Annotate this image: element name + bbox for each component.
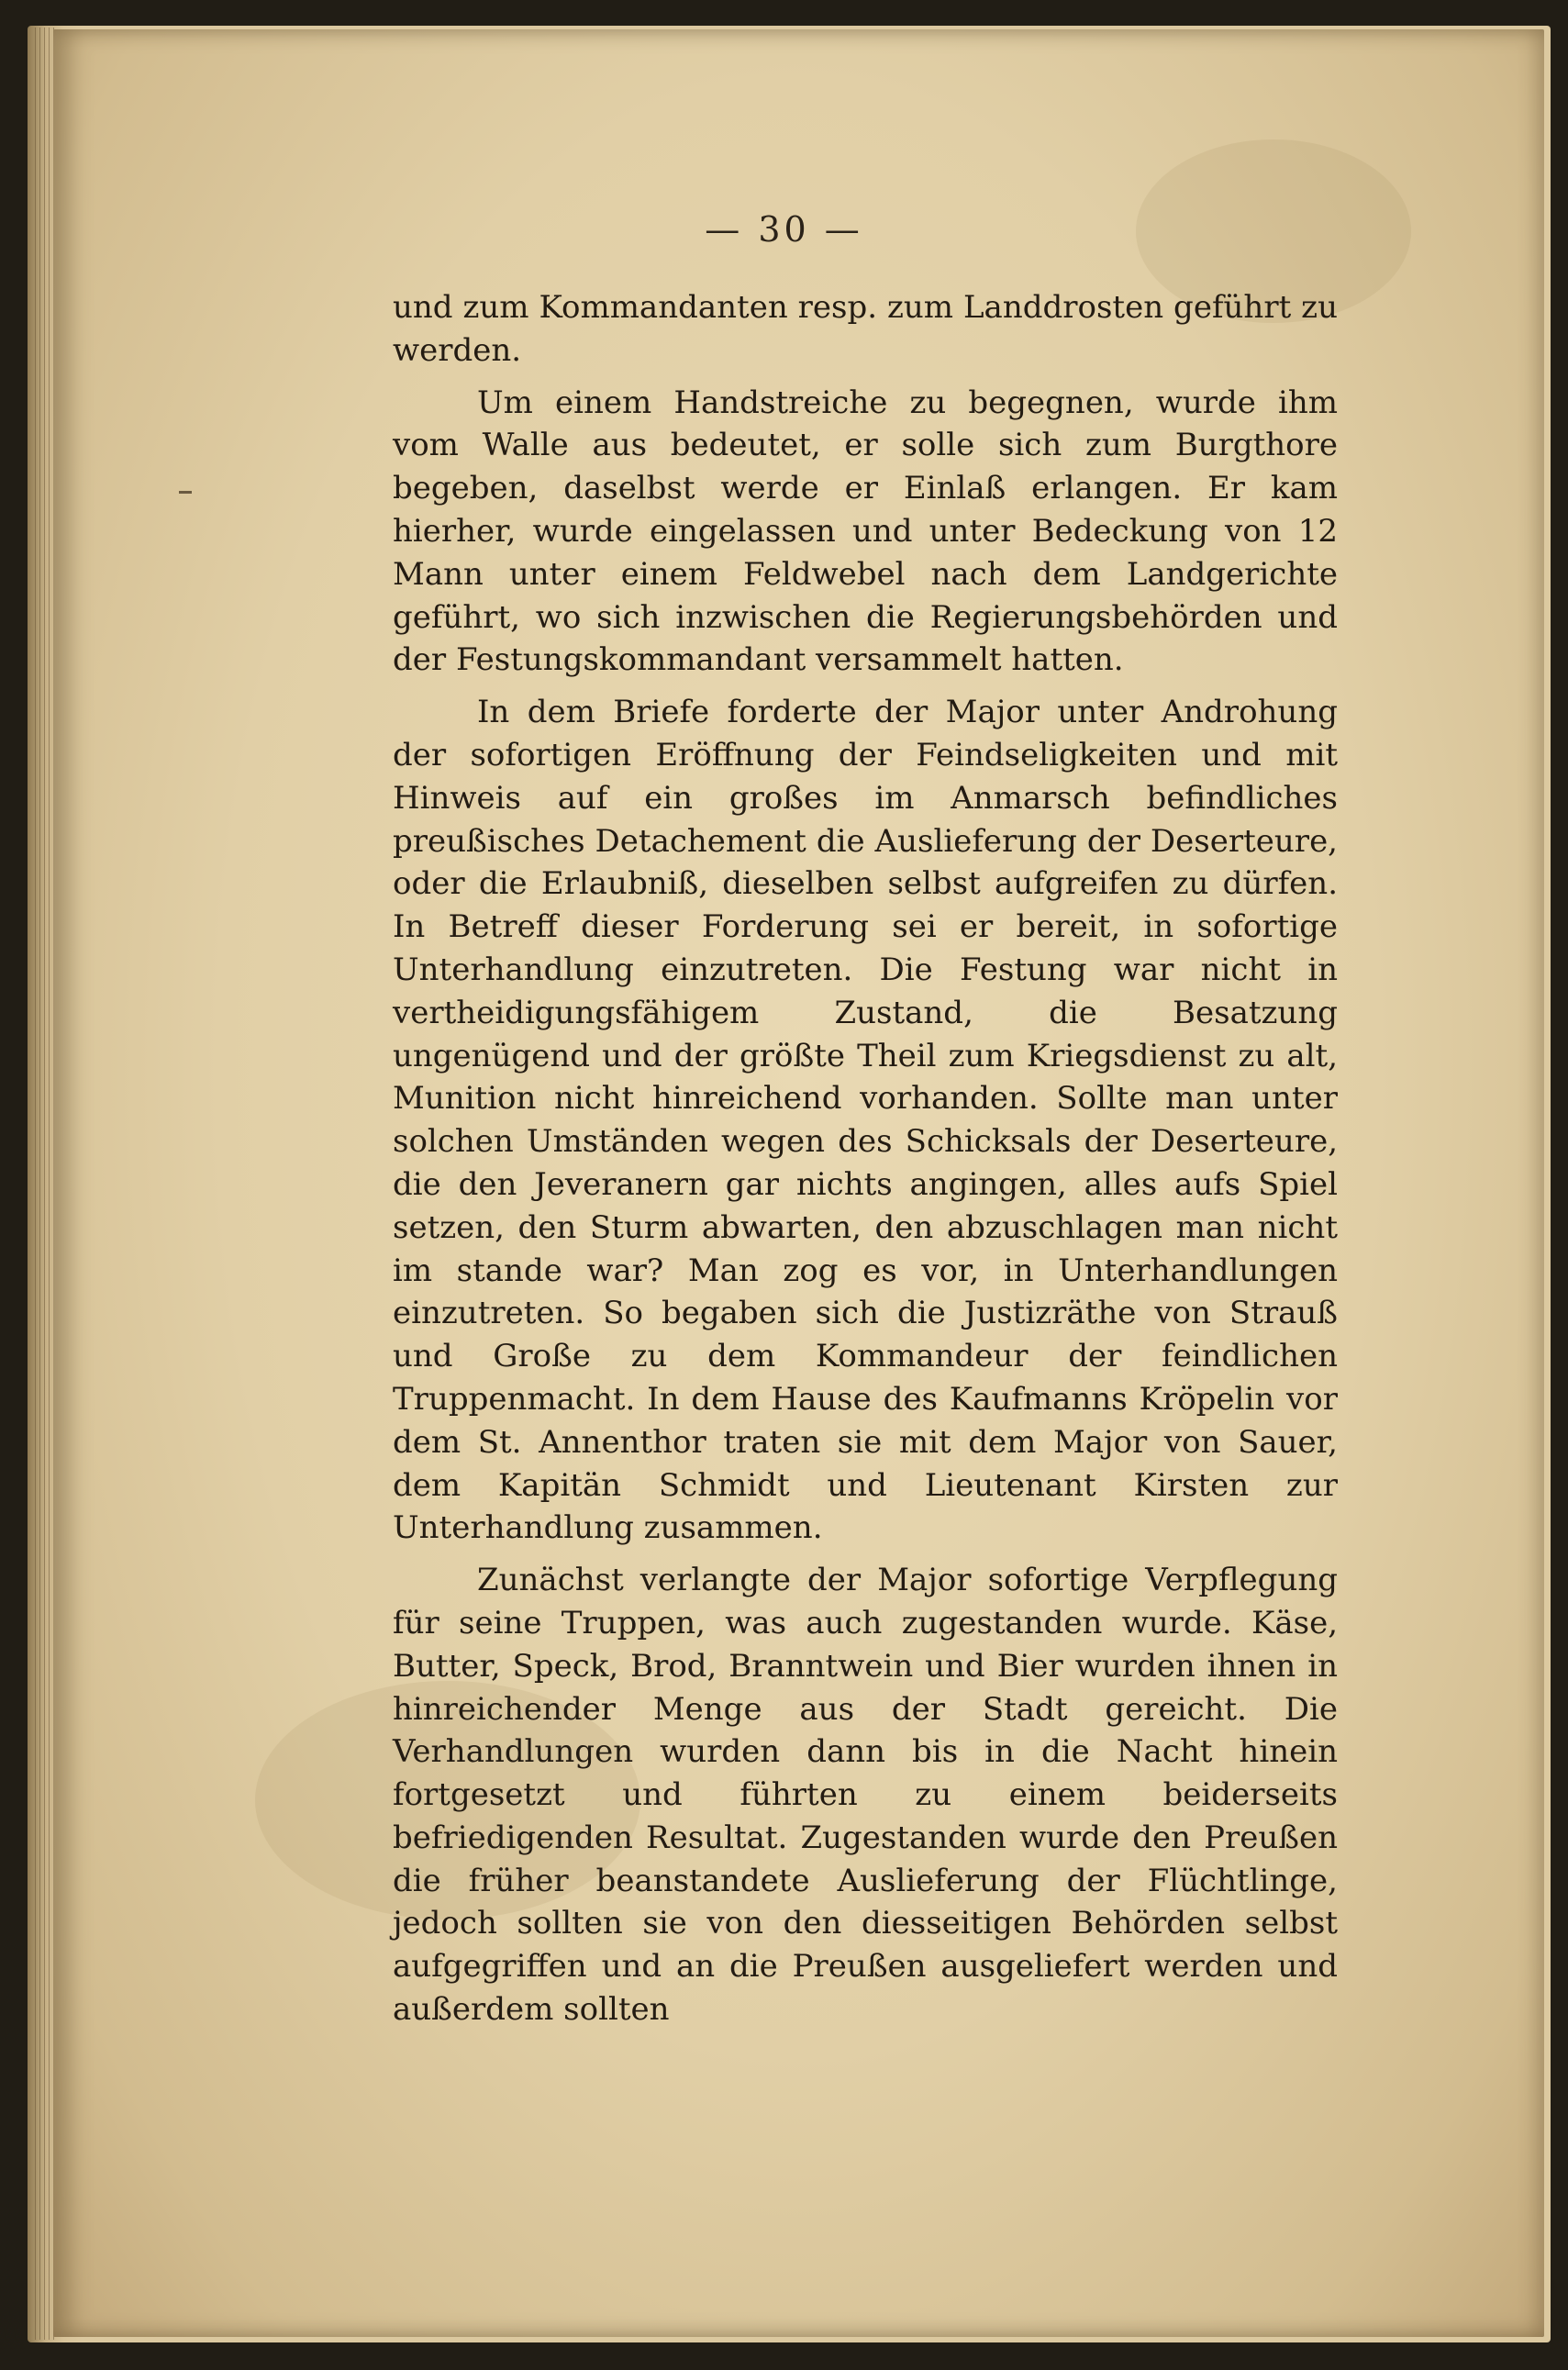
margin-mark xyxy=(179,491,192,494)
paragraph: und zum Kommandanten resp. zum Landdrosten geführt zu werden. xyxy=(393,289,1338,369)
paragraph: Zunächst verlangte der Major sofortige Verpflegung für seine Truppen, was auch zugestanden wurde. Käse, Butter, Speck, Brod, Branntwein und Bier wurden ihnen in hinreichender Menge aus der Stadt gereicht. Die Verhandlungen wurden dann bis in die Nacht hinein fortgesetzt und führten zu einem beiderseits befriedigenden Resultat. Zugestanden wurde den Preußen die früher beanstandete Auslieferung der Flüchtlinge, jedoch sollten sie von den diesseitigen Behörden selbst aufgegriffen und an die Preußen ausgeliefert werden und außerdem sollten xyxy=(393,1562,1338,2029)
body-text xyxy=(393,286,1338,2041)
page-number: — 30 — xyxy=(705,209,863,250)
paragraph: In dem Briefe forderte der Major unter Androhung der sofortigen Eröffnung der Feindseligkeiten und mit Hinweis auf ein großes im Anmarsch befindliches preußisches Detachement die Auslieferung der Deserteure, oder die Erlaubniß, dieselben selbst aufgreifen zu dürfen. In Betreff dieser Forderung sei er bereit, in sofortige Unterhandlung einzutreten. Die Festung war nicht in vertheidigungsfähigem Zustand, die Besatzung ungenügend und der größte Theil zum Kriegsdienst zu alt, Munition nicht hinreichend vorhanden. Sollte man unter solchen Umständen wegen des Schicksals der Deserteure, die den Jeveranern gar nichts angingen, alles aufs Spiel setzen, den Sturm abwarten, den abzuschlagen man nicht im stande war? Man zog es vor, in Unterhandlungen einzutreten. So begaben sich die Justizräthe von Strauß und Große zu dem Kommandeur der feindlichen Truppenmacht. In dem Hause des Kaufmanns Kröpelin vor dem St. Annenthor traten sie mit dem Major von Sauer, dem Kapitän Schmidt und Lieutenant Kirsten zur Unterhandlung zusammen. xyxy=(393,694,1338,1547)
paragraph: Um einem Handstreiche zu begegnen, wurde ihm vom Walle aus bedeutet, er solle sich zum Burgthore begeben, daselbst werde er Einlaß erlangen. Er kam hierher, wurde eingelassen und unter Bedeckung von 12 Mann unter einem Feldwebel nach dem Landgerichte geführt, wo sich inzwischen die Regierungsbehörden und der Festungskommandant versammelt hatten. xyxy=(393,384,1338,679)
